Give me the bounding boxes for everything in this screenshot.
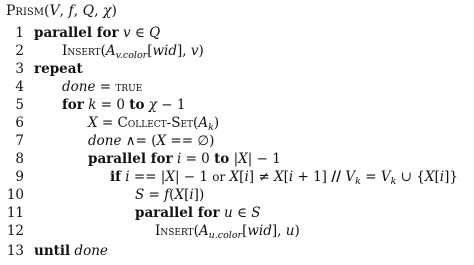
line-number: 3 (15, 61, 24, 77)
line-number: 10 (6, 187, 24, 203)
line-number: 5 (15, 97, 24, 113)
line-number: 9 (15, 169, 24, 185)
procedure-name: Prism (6, 3, 44, 19)
line-number: 11 (6, 205, 24, 221)
algorithm-title: Prism(V, f, Q, χ) (6, 3, 117, 19)
line-number: 12 (6, 223, 24, 239)
line-number: 2 (15, 43, 24, 59)
algorithm-listing: Prism(V, f, Q, χ) 1 parallel for v ∈ Q 2 $Insert(A_{v.color}[wid]$, v) 3 repeat 4 done = true 5 for k = 0 to χ − 1 6 X = Collect-$Set(A_k)$ 7 done ∧= (X == ∅) 8 parallel for i = 0 to |X| − 1 9 if i == |X| − 1 or $X[i] \ne X[i + 1] // V_k = V_k$ ∪ {X[i]} 10 S = f(X[i]) 11 parallel for u ∈ S 12 $Insert(A_{u.color}[wid]$, u) 13 until done (6, 3, 458, 259)
line-number: 6 (15, 115, 24, 131)
line-number: 1 (15, 25, 24, 41)
line-number: 4 (15, 79, 24, 95)
line-number: 13 (6, 243, 24, 259)
line-number: 8 (15, 151, 24, 167)
line-number: 7 (15, 133, 24, 149)
